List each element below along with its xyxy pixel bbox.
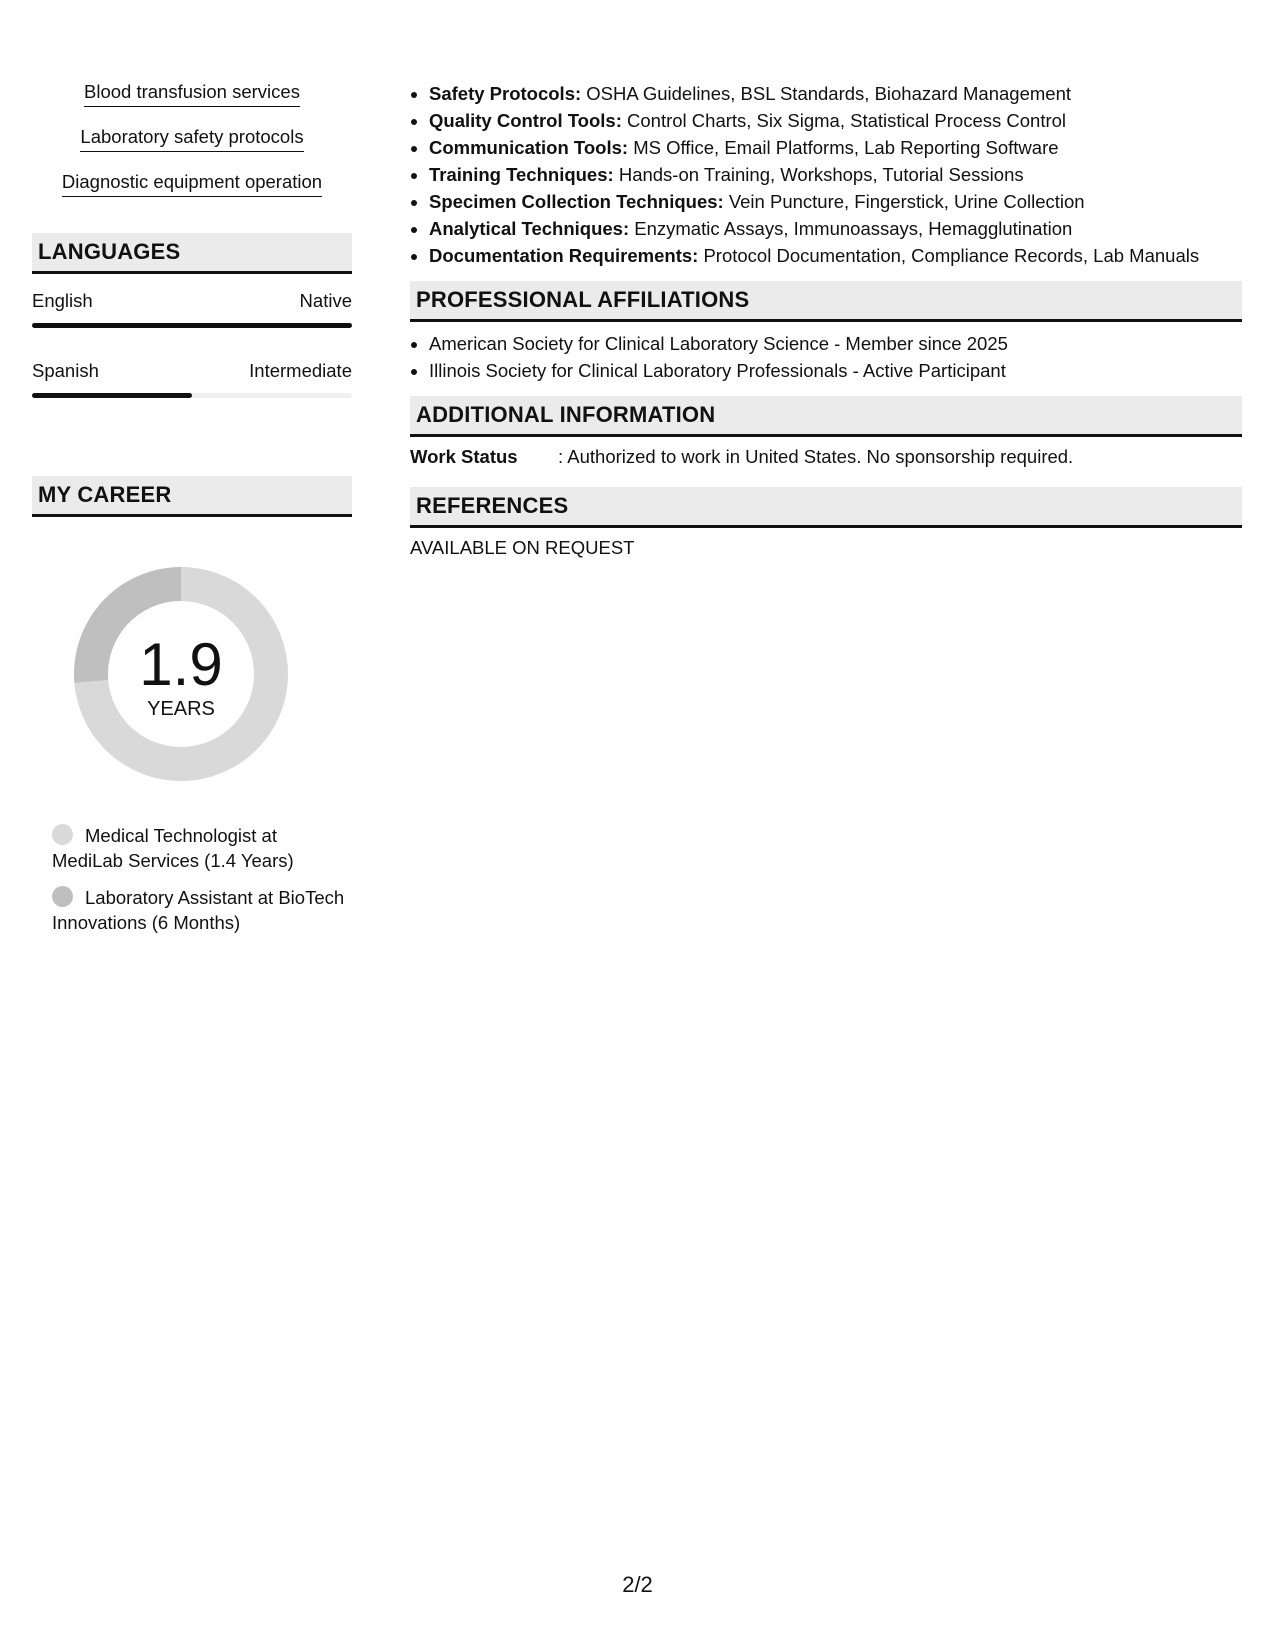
skill-category-value: MS Office, Email Platforms, Lab Reporting Software — [633, 137, 1059, 158]
technical-skills-list — [410, 80, 1242, 269]
list-item — [429, 80, 1242, 107]
language-bar-fill — [32, 393, 192, 398]
legend-label: Medical Technologist at MediLab Services (1.4 Years) — [52, 825, 294, 871]
skill-tag: Blood transfusion services — [84, 80, 300, 107]
language-name: Spanish — [32, 360, 99, 381]
right-column — [410, 80, 1242, 560]
skill-item — [32, 170, 352, 215]
legend-label: Laboratory Assistant at BioTech Innovations (6 Months) — [52, 887, 345, 933]
language-bar-track — [32, 323, 352, 328]
affiliations-heading: PROFESSIONAL AFFILIATIONS — [410, 281, 1242, 322]
list-item — [429, 134, 1242, 161]
affiliations-list — [410, 330, 1242, 384]
skill-tag: Laboratory safety protocols — [80, 125, 303, 152]
language-bar-track — [32, 393, 352, 398]
skill-category-label: Analytical Techniques: — [429, 218, 630, 239]
legend-item — [52, 885, 352, 935]
career-donut-chart — [66, 559, 296, 789]
left-column — [32, 80, 352, 947]
skill-category-label: Training Techniques: — [429, 164, 614, 185]
list-item — [429, 215, 1242, 242]
skill-tag: Diagnostic equipment operation — [62, 170, 322, 197]
skill-category-value: Hands-on Training, Workshops, Tutorial Sessions — [618, 164, 1024, 185]
skill-category-label: Specimen Collection Techniques: — [429, 191, 724, 212]
skill-category-value: Vein Puncture, Fingerstick, Urine Collection — [728, 191, 1085, 212]
references-heading: REFERENCES — [410, 487, 1242, 528]
page-number: 2/2 — [622, 1572, 653, 1597]
skill-item — [32, 80, 352, 125]
career-total-value: 1.9 — [139, 631, 223, 698]
list-item — [429, 188, 1242, 215]
language-row — [32, 274, 352, 344]
skill-category-value: Enzymatic Assays, Immunoassays, Hemagglutination — [634, 218, 1073, 239]
language-row — [32, 344, 352, 414]
donut-center — [66, 559, 296, 789]
work-status-value: : Authorized to work in United States. No sponsorship required. — [558, 446, 1074, 467]
skill-category-value: Control Charts, Six Sigma, Statistical Process Control — [627, 110, 1067, 131]
language-name: English — [32, 290, 93, 311]
career-heading: MY CAREER — [32, 476, 352, 517]
list-item: • Illinois Society for Clinical Laboratory Professionals - Active Participant — [429, 357, 1242, 384]
references-text: AVAILABLE ON REQUEST — [410, 537, 635, 558]
language-bar-fill — [32, 323, 352, 328]
work-status-label: Work Status — [410, 446, 518, 467]
skill-category-label: Quality Control Tools: — [429, 110, 622, 131]
career-total-unit: YEARS — [147, 698, 215, 720]
legend-item — [52, 823, 352, 873]
language-level: Native — [299, 290, 352, 311]
list-item — [429, 161, 1242, 188]
skill-category-label: Safety Protocols: — [429, 83, 582, 104]
career-legend — [32, 823, 352, 935]
skill-item — [32, 125, 352, 170]
skills-list — [32, 80, 352, 215]
legend-dot-icon — [52, 824, 73, 845]
legend-dot-icon — [52, 886, 73, 907]
list-item — [429, 242, 1242, 269]
language-level: Intermediate — [249, 360, 352, 381]
list-item: • American Society for Clinical Laboratory Science - Member since 2025 — [429, 330, 1242, 357]
work-status-row — [410, 445, 1242, 475]
list-item — [429, 107, 1242, 134]
skill-category-value: OSHA Guidelines, BSL Standards, Biohazard Management — [586, 83, 1072, 104]
languages-heading: LANGUAGES — [32, 233, 352, 274]
additional-info-heading: ADDITIONAL INFORMATION — [410, 396, 1242, 437]
skill-category-value: Protocol Documentation, Compliance Records, Lab Manuals — [703, 245, 1200, 266]
skill-category-label: Documentation Requirements: — [429, 245, 699, 266]
skill-category-label: Communication Tools: — [429, 137, 629, 158]
